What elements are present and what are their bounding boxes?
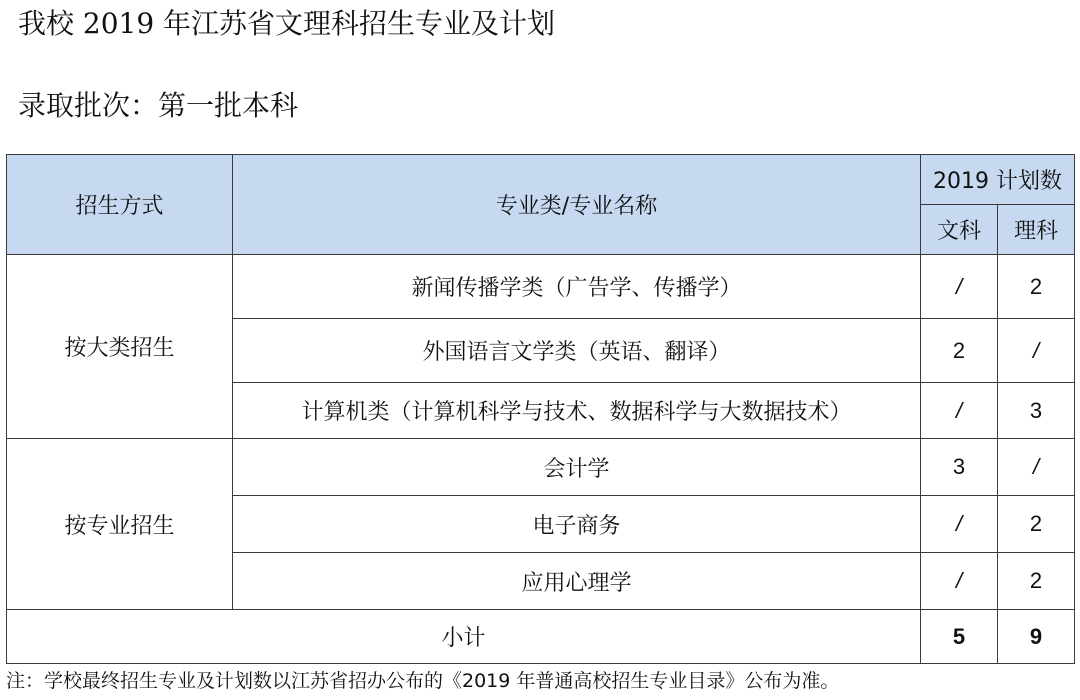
footnote: 注：学校最终招生专业及计划数以江苏省招办公布的《2019 年普通高校招生专业目录》公布为准。	[6, 670, 840, 692]
arts-count-cell: /	[921, 383, 998, 439]
major-cell: 外国语言文学类（英语、翻译）	[233, 319, 921, 383]
header-row	[7, 155, 1075, 205]
table-row	[7, 439, 1075, 496]
header-major: 专业类/专业名称	[233, 155, 921, 255]
science-count-cell: /	[998, 319, 1075, 383]
header-method: 招生方式	[7, 155, 233, 255]
arts-count-cell: /	[921, 255, 998, 319]
group-method-cell: 按大类招生	[7, 255, 233, 439]
science-count-cell: 2	[998, 553, 1075, 610]
major-cell: 会计学	[233, 439, 921, 496]
subtotal-arts: 5	[921, 610, 998, 664]
arts-count-cell: 2	[921, 319, 998, 383]
table-row	[7, 255, 1075, 319]
science-count-cell: /	[998, 439, 1075, 496]
science-count-cell: 2	[998, 255, 1075, 319]
arts-count-cell: /	[921, 496, 998, 553]
subtotal-row	[7, 610, 1075, 664]
header-science: 理科	[998, 205, 1075, 255]
science-count-cell: 3	[998, 383, 1075, 439]
major-cell: 计算机类（计算机科学与技术、数据科学与大数据技术）	[233, 383, 921, 439]
arts-count-cell: 3	[921, 439, 998, 496]
header-arts: 文科	[921, 205, 998, 255]
header-plan-year: 2019 计划数	[921, 155, 1075, 205]
major-cell: 应用心理学	[233, 553, 921, 610]
document-title: 我校 2019 年江苏省文理科招生专业及计划	[18, 7, 556, 40]
subtotal-science: 9	[998, 610, 1075, 664]
group-method-cell: 按专业招生	[7, 439, 233, 610]
subtotal-label: 小计	[7, 610, 921, 664]
major-cell: 新闻传播学类（广告学、传播学）	[233, 255, 921, 319]
major-cell: 电子商务	[233, 496, 921, 553]
admission-batch: 录取批次：第一批本科	[18, 89, 299, 122]
arts-count-cell: /	[921, 553, 998, 610]
enrollment-plan-table	[6, 154, 1075, 664]
science-count-cell: 2	[998, 496, 1075, 553]
